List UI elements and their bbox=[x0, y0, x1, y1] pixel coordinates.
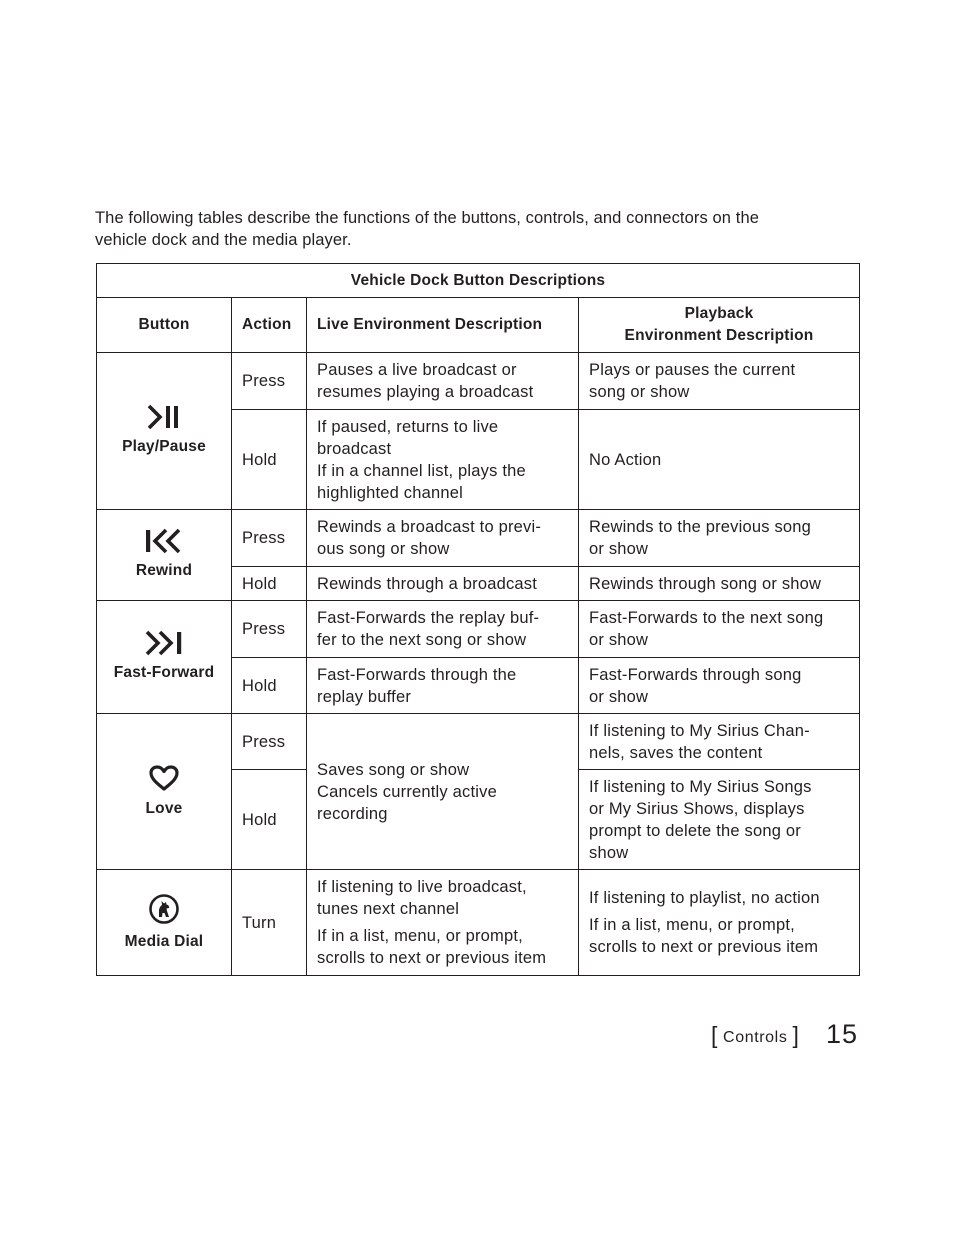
fast-forward-cell bbox=[97, 601, 232, 714]
media-dial-playback bbox=[579, 870, 860, 976]
vehicle-dock-button-table bbox=[96, 263, 860, 976]
table-row bbox=[97, 870, 860, 976]
media-dial-label: Media Dial bbox=[124, 932, 204, 950]
text-line: song or show bbox=[589, 383, 690, 401]
love-live bbox=[307, 714, 579, 870]
text-line: If listening to My Sirius Chan- bbox=[589, 721, 810, 740]
header-button: Button bbox=[97, 298, 232, 353]
rewind-press-playback bbox=[579, 510, 860, 567]
table-row bbox=[97, 601, 860, 658]
rewind-label: Rewind bbox=[135, 562, 193, 579]
text-line: Fast-Forwards through song bbox=[589, 665, 802, 684]
text-line: Rewinds a broadcast to previ- bbox=[317, 518, 542, 536]
text-line: broadcast bbox=[317, 439, 392, 458]
table-row bbox=[97, 510, 860, 567]
media-dial-dog-icon bbox=[148, 893, 180, 925]
media-dial-cell bbox=[97, 870, 232, 976]
play-pause-cell bbox=[97, 353, 232, 510]
text-line: If paused, returns to live bbox=[317, 417, 499, 436]
table-title: Vehicle Dock Button Descriptions bbox=[97, 264, 860, 298]
text-line: or show bbox=[589, 631, 649, 649]
play-pause-press-action: Press bbox=[232, 353, 307, 410]
text-line: Fast-Forwards the replay buf- bbox=[317, 609, 540, 627]
text-line: If in a list, menu, or prompt, bbox=[589, 916, 795, 934]
text-line: scrolls to next or previous item bbox=[589, 938, 819, 956]
text-line: recording bbox=[317, 804, 388, 823]
rewind-hold-playback: Rewinds through song or show bbox=[579, 567, 860, 601]
bracket-open: [ bbox=[711, 1022, 718, 1048]
section-label bbox=[711, 1020, 799, 1053]
text-line: show bbox=[589, 843, 629, 862]
heart-icon bbox=[148, 764, 180, 792]
fast-forward-hold-playback bbox=[579, 658, 860, 714]
rewind-cell bbox=[97, 510, 232, 601]
fast-forward-icon bbox=[144, 630, 184, 656]
text-line: Cancels currently active bbox=[317, 782, 497, 801]
text-line: Fast-Forwards to the next song bbox=[589, 609, 824, 627]
love-press-playback bbox=[579, 714, 860, 770]
text-line: If listening to live broadcast, bbox=[317, 878, 527, 896]
play-pause-icon bbox=[146, 404, 182, 430]
intro-line-1: The following tables describe the functions of the buttons, controls, and connectors on the bbox=[95, 209, 759, 227]
text-line: Pauses a live broadcast or bbox=[317, 361, 517, 379]
section-name: Controls bbox=[723, 1029, 788, 1046]
rewind-icon bbox=[144, 528, 184, 554]
text-line: If in a list, menu, or prompt, bbox=[317, 927, 523, 945]
rewind-press-live bbox=[307, 510, 579, 567]
bracket-close: ] bbox=[792, 1022, 800, 1048]
play-pause-press-live bbox=[307, 353, 579, 410]
paragraph bbox=[317, 925, 568, 969]
text-line: resumes playing a broadcast bbox=[317, 383, 534, 401]
text-line: Saves song or show bbox=[317, 760, 470, 779]
header-live-environment: Live Environment Description bbox=[307, 298, 579, 353]
text-line: Fast-Forwards through the bbox=[317, 665, 517, 684]
play-pause-hold-playback: No Action bbox=[579, 410, 860, 510]
text-line: replay buffer bbox=[317, 687, 412, 706]
rewind-press-action: Press bbox=[232, 510, 307, 567]
text-line: or show bbox=[589, 540, 649, 558]
play-pause-hold-live bbox=[307, 410, 579, 510]
text-line: If in a channel list, plays the bbox=[317, 461, 526, 480]
header-playback-line-2: Environment Description bbox=[624, 327, 814, 344]
rewind-hold-action: Hold bbox=[232, 567, 307, 601]
text-line: Rewinds to the previous song bbox=[589, 518, 812, 536]
love-hold-action: Hold bbox=[232, 770, 307, 870]
fast-forward-hold-live bbox=[307, 658, 579, 714]
love-hold-playback bbox=[579, 770, 860, 870]
header-action: Action bbox=[232, 298, 307, 353]
text-line: or My Sirius Shows, displays bbox=[589, 799, 805, 818]
intro-line-2: vehicle dock and the media player. bbox=[95, 231, 352, 249]
text-line: ous song or show bbox=[317, 540, 450, 558]
table-row bbox=[97, 714, 860, 770]
love-label: Love bbox=[145, 799, 183, 817]
love-press-action: Press bbox=[232, 714, 307, 770]
header-playback-environment bbox=[579, 298, 860, 353]
fast-forward-press-action: Press bbox=[232, 601, 307, 658]
page-number: 15 bbox=[826, 1019, 859, 1049]
play-pause-label: Play/Pause bbox=[122, 438, 206, 455]
fast-forward-hold-action: Hold bbox=[232, 658, 307, 714]
media-dial-action: Turn bbox=[232, 870, 307, 976]
paragraph bbox=[317, 876, 568, 920]
fast-forward-label: Fast-Forward bbox=[113, 664, 215, 681]
paragraph bbox=[589, 914, 849, 958]
intro-paragraph bbox=[95, 207, 855, 251]
text-line: prompt to delete the song or bbox=[589, 821, 801, 840]
fast-forward-press-playback bbox=[579, 601, 860, 658]
table-row bbox=[97, 353, 860, 410]
rewind-hold-live: Rewinds through a broadcast bbox=[307, 567, 579, 601]
media-dial-live bbox=[307, 870, 579, 976]
text-line: or show bbox=[589, 687, 649, 706]
fast-forward-press-live bbox=[307, 601, 579, 658]
text-line: scrolls to next or previous item bbox=[317, 949, 547, 967]
play-pause-hold-action: Hold bbox=[232, 410, 307, 510]
text-line: fer to the next song or show bbox=[317, 631, 527, 649]
play-pause-press-playback bbox=[579, 353, 860, 410]
text-line: Plays or pauses the current bbox=[589, 361, 796, 379]
text-line: If listening to My Sirius Songs bbox=[589, 777, 812, 796]
text-line: tunes next channel bbox=[317, 900, 460, 918]
love-cell bbox=[97, 714, 232, 870]
header-playback-line-1: Playback bbox=[684, 305, 754, 322]
text-line: highlighted channel bbox=[317, 483, 463, 502]
text-line: nels, saves the content bbox=[589, 743, 763, 762]
paragraph: If listening to playlist, no action bbox=[589, 889, 820, 907]
